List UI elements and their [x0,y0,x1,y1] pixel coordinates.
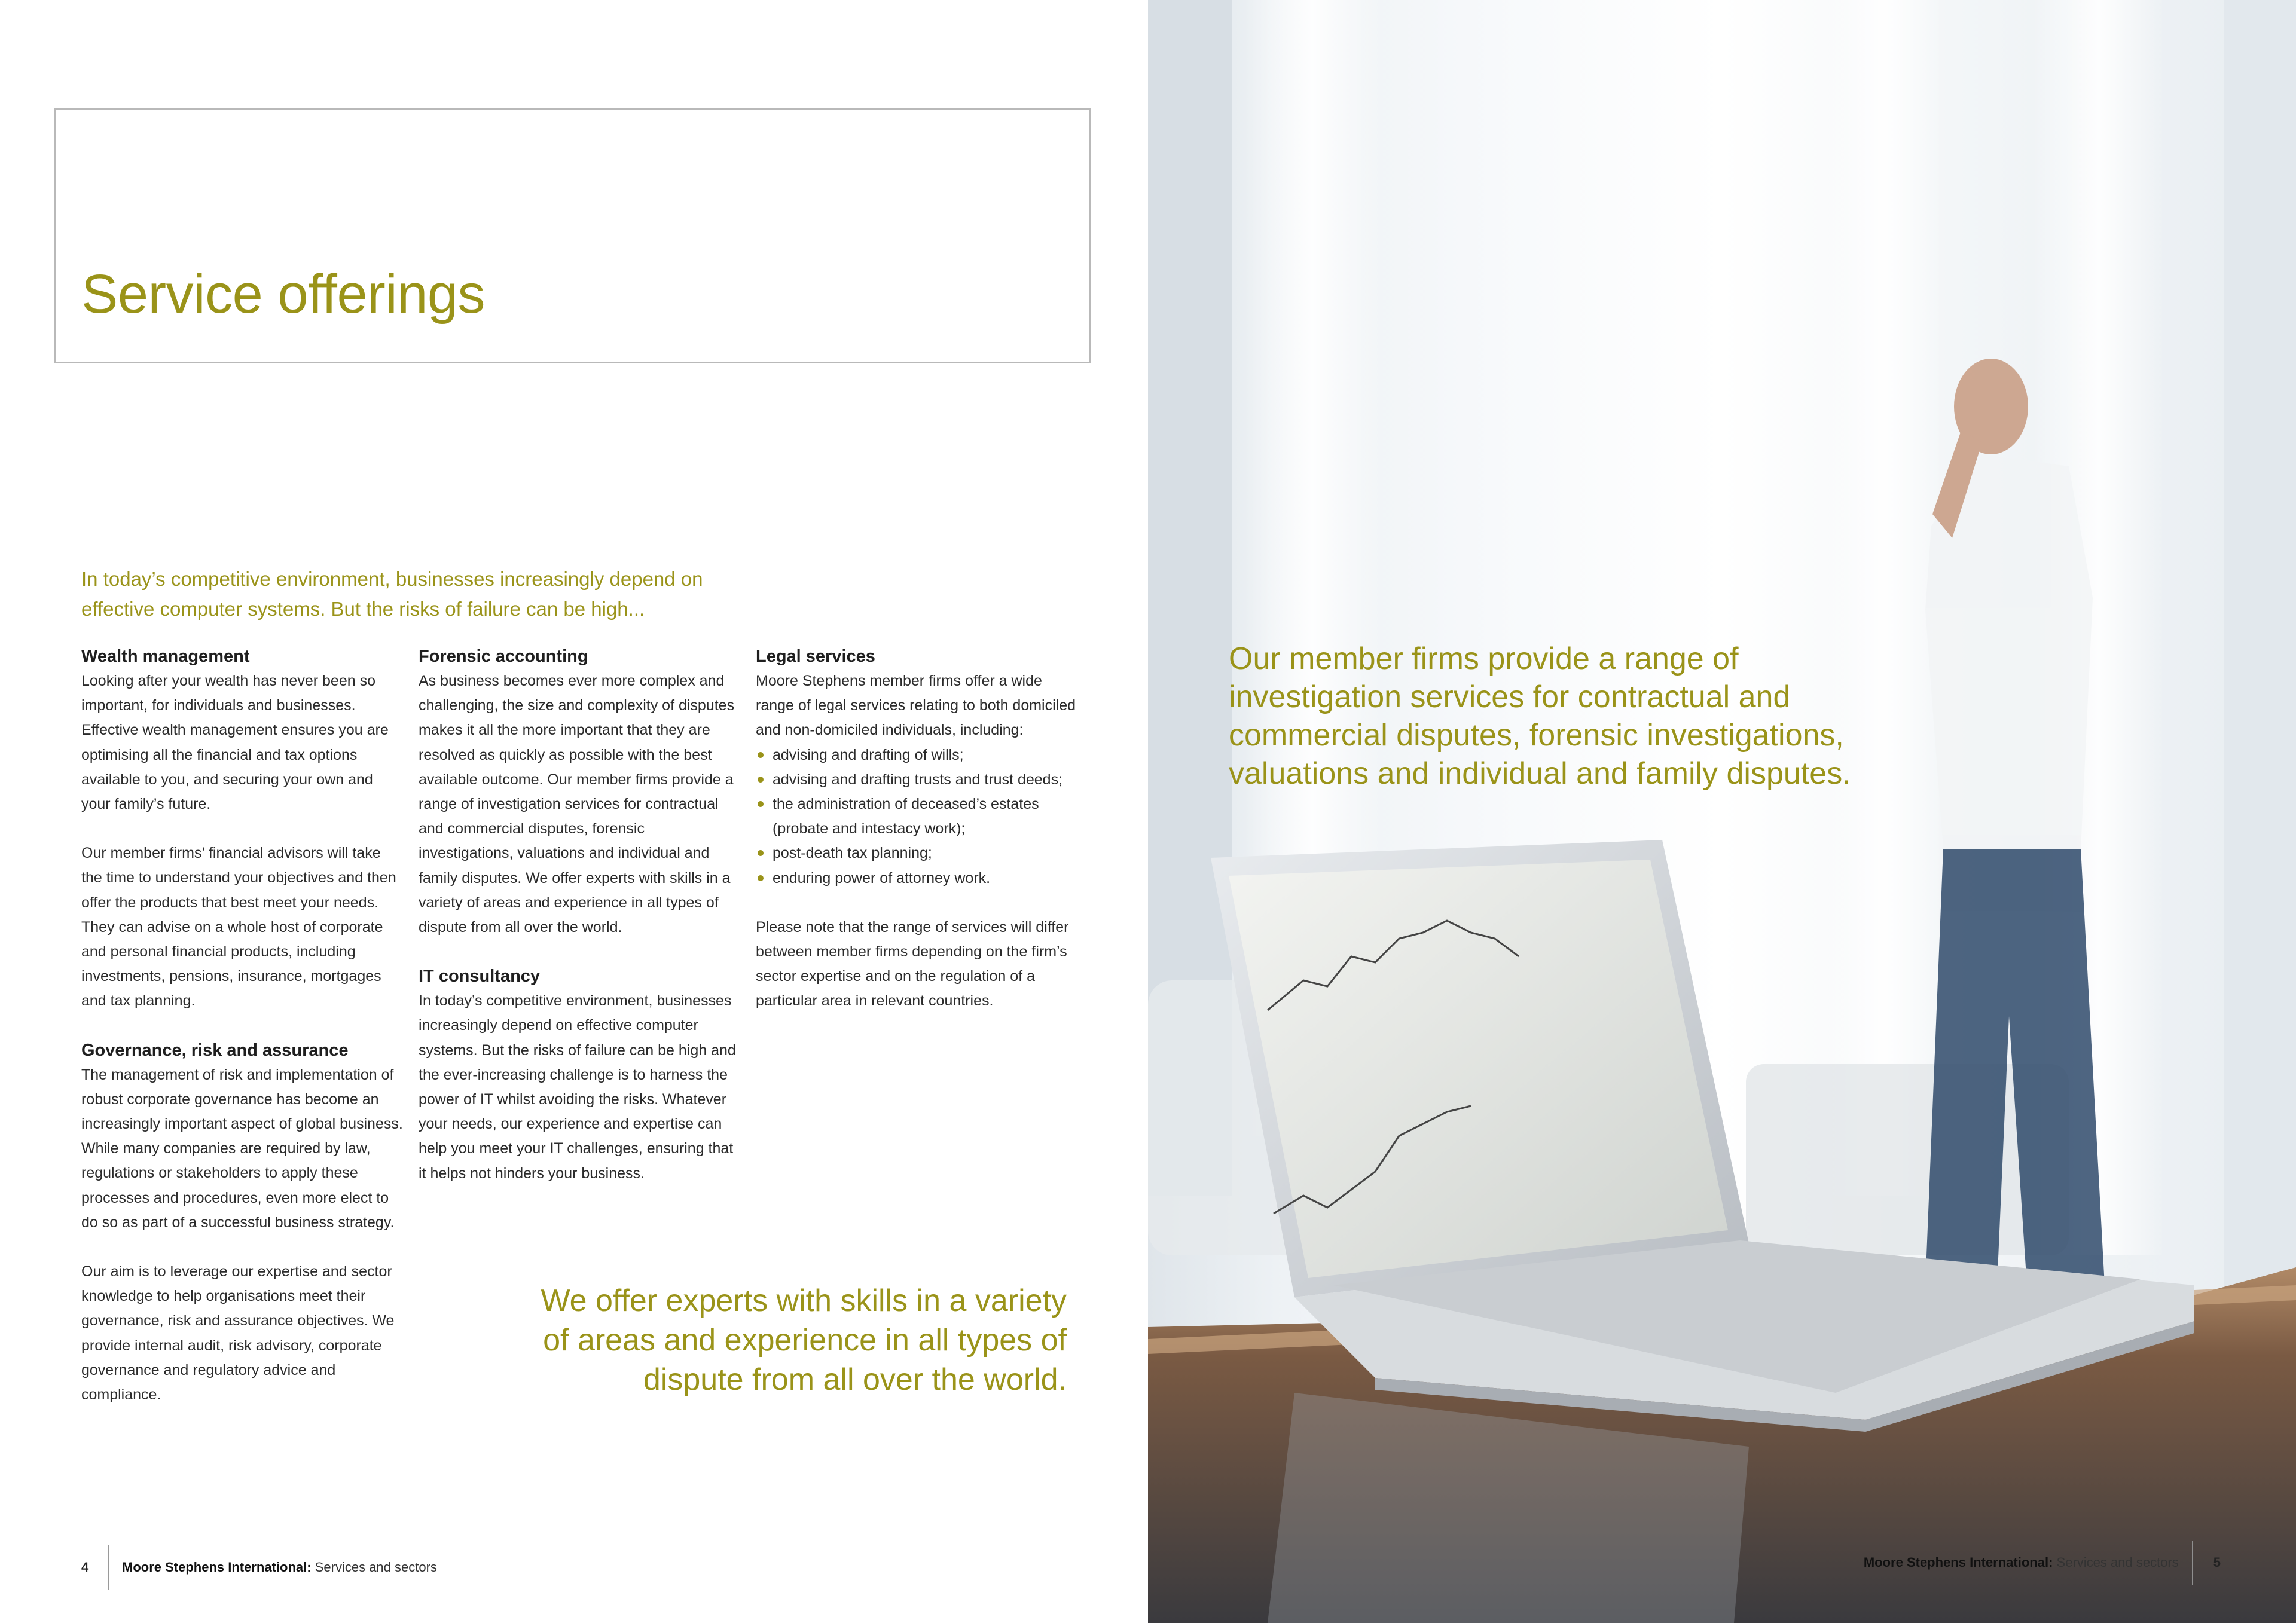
page-number-right: 5 [2213,1555,2221,1570]
bullet-icon [758,875,764,881]
footer-divider-right [2192,1541,2193,1585]
wealth-paragraph-1: Looking after your wealth has never been so important, for individuals and businesses. Effective wealth management ensures you are optimising all the financial and tax options available to you, and securing your own and your family’s future. [81,673,389,813]
legal-heading: Legal services [756,647,875,666]
footer-publication-right: Moore Stephens International: Services and sectors [1863,1555,2179,1570]
page-title: Service offerings [81,264,486,325]
list-item: post-death tax planning; [756,841,1079,866]
list-item: enduring power of attorney work. [756,866,1079,891]
list-item: advising and drafting trusts and trust deeds; [756,768,1079,792]
wealth-heading: Wealth management [81,647,250,666]
bullet-icon [758,752,764,758]
right-page-photo [1148,0,2296,1623]
list-item: advising and drafting of wills; [756,743,1079,768]
legal-paragraph-2: Please note that the range of services will differ between member firms depending on the firm’s sector expertise and on the regulation of a particular area in relevant countries. [756,918,1069,1010]
bullet-icon [758,801,764,807]
footer-left [81,1549,437,1585]
legal-bullet-list [756,743,1079,891]
right-pull-quote: Our member firms provide a range of investigation services for contractual and commercial disputes, forensic investigations, valuations and individual and family disputes. [1229,641,1851,791]
forensic-paragraph: As business becomes ever more complex and challenging, the size and complexity of disputes makes it all the more important that they are resolved as quickly as possible with the best available outcome. Our member firms provide a range of investigation services for contractual and commercial disputes, forensic investigations, valuations and individual and family disputes. We offer experts with skills in a variety of areas and experience in all types of dispute from all over the world. [419,673,735,936]
governance-paragraph-2: Our aim is to leverage our expertise and sector knowledge to help organisations meet their governance, risk and assurance objectives. We provide internal audit, risk advisory, corporate governance and regulatory advice and compliance. [81,1263,395,1404]
legal-paragraph-1: Moore Stephens member firms offer a wide range of legal services relating to both domiciled and non-domiciled individuals, including: [756,673,1076,739]
it-heading: IT consultancy [419,967,541,986]
column-1 [81,644,404,1407]
it-paragraph: In today’s competitive environment, businesses increasingly depend on effective computer systems. But the risks of failure can be high and the ever-increasing challenge is to harness the power of IT whilst avoiding the risks. Whatever your needs, our experience and expertise can help you meet your IT challenges, ensuring that it helps not hinders your business. [419,992,736,1182]
wealth-paragraph-2: Our member firms’ financial advisors will take the time to understand your objectives and then offer the products that best meet your needs. They can advise on a whole host of corporate and personal financial products, including investments, pensions, insurance, mortgages and tax planning. [81,845,396,1010]
footer-publication: Moore Stephens International: Services and sectors [122,1560,437,1575]
governance-paragraph-1: The management of risk and implementation of robust corporate governance has become an increasingly important aspect of global business. While many companies are required by law, regulations or stakeholders to apply these processes and procedures, even more elect to do so as part of a successful business strategy. [81,1066,403,1231]
footer-divider [108,1545,109,1590]
governance-heading: Governance, risk and assurance [81,1040,349,1060]
list-item: the administration of deceased’s estates (probate and intestacy work); [756,792,1079,841]
column-2 [419,644,741,1186]
intro-text: In today’s competitive environment, businesses increasingly depend on effective computer systems. But the risks of failure can be high... [81,568,703,620]
footer-right [1864,1541,2221,1585]
page-number-left: 4 [81,1560,89,1575]
bullet-icon [758,777,764,783]
pull-quote: We offer experts with skills in a variety of areas and experience in all types of dispute from all over the world. [541,1283,1067,1397]
column-3 [756,644,1079,1014]
office-photo-illustration [1148,0,2296,1623]
bullet-icon [758,850,764,856]
forensic-heading: Forensic accounting [419,647,588,666]
